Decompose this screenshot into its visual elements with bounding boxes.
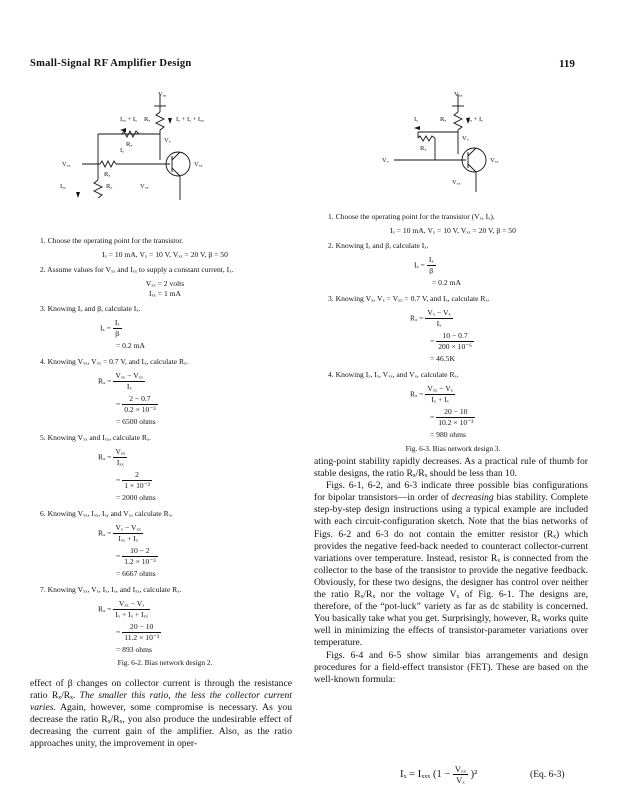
fig2-step-6-eq	[98, 523, 290, 544]
fig2-step-3-num: Iₓ	[114, 318, 120, 327]
fig2-step-5-den: Iₓₓ	[116, 458, 124, 467]
fig3-step-3-den: Iₓ	[436, 319, 442, 328]
fig2-step-5-num: Vₓₓ	[115, 447, 126, 456]
fig2-step-6-lhs: Rₓ =	[98, 528, 112, 538]
fig3-step-4-den2: 10.2 × 10⁻³	[438, 418, 474, 427]
fig3-label-ic: Iₓ + Iₓ	[468, 116, 484, 123]
fig3-step-4-eq	[410, 384, 578, 405]
fig3-step-4: 4. Knowing Iₓ, Iₓ, Vₓₓ, and Vₓ, calculate Rₓ.	[328, 370, 459, 379]
fig2-label-vbe: Vₓₓ	[140, 183, 149, 190]
fig3-step-2-eq	[414, 255, 578, 276]
fig2-step-5-num2: 2	[122, 470, 152, 481]
fig2-label-r: Rₓ	[106, 183, 113, 190]
fig3-step-3-eq2: = $\frac{10 - 0.7}{\text{200 × 10⁻⁶}}$	[430, 331, 472, 351]
fig2-step-5-lhs: Rₓ =	[98, 452, 112, 462]
fig2-step-6-eq2: = $\frac{10 - 2}{\text{1.2 × 10⁻³}}$	[116, 546, 156, 566]
fig3-step-3: 3. Knowing Vₓ, Vₓ = Vₓₓ = 0.7 V, and Iₓ, calculate Rₓ.	[328, 294, 490, 303]
fig3-step-2: 2. Knowing Iₓ and β, calculate Iₓ.	[328, 241, 429, 250]
eq-open: (1 −	[432, 768, 451, 780]
fig3-step-3-frac	[425, 308, 452, 329]
left-para-t3: Again, however, some compromise is necessary. As you decrease the ratio Rₓ/Rₓ, you also produce the undesirable effect of decreasing the current gain of the amplifier. Also, as the ratio approaches unity, the improvement in oper-	[30, 702, 292, 750]
fig2-step-6-den2: 1.2 × 10⁻³	[124, 557, 156, 566]
left-para-t1: effect of β changes on collector current is through the resistance ratio Rₓ/Rₓ.	[30, 678, 292, 702]
fig2-label-vc: Vₓ	[164, 137, 171, 144]
fig2-label-rb: Rₓ	[104, 171, 111, 178]
fig3-label-rc: Rₓ	[440, 116, 447, 123]
fig3-step-4-num2: 20 − 10	[436, 407, 475, 418]
fig3-label-rf: Rₓ	[420, 145, 427, 152]
fig2-step-4-eq2: = $\frac{2 - 0.7}{\text{0.2 × 10⁻³}}$	[116, 394, 156, 414]
fig2-step-7: 7. Knowing Vₓₓ, Vₓ, Iₓ, Iₓ, and Iₓₓ, calculate Rₓ.	[40, 585, 182, 594]
fig2-step-6-res: = 6667 ohms	[116, 569, 156, 578]
fig2-step-5-frac	[113, 447, 127, 468]
fig2-label-ibb2: Iₓₓ	[60, 183, 66, 190]
fig3-step-4-num: Vₓₓ − Vₓ	[427, 384, 453, 393]
fig2-step-4: 4. Knowing Vₓₓ, Vₓₓ = 0.7 V, and Iₓ, calculate Rₓ.	[40, 357, 189, 366]
fig2-step-4-frac2	[122, 394, 157, 415]
fig2-step-5-frac2	[122, 470, 152, 491]
fig2-step-7-frac	[113, 599, 150, 620]
fig2-step-3-lhs: Iₓ =	[100, 323, 111, 333]
fig2-step-1-eq: Iₓ = 10 mA, Vₓ = 10 V, Vₓₓ = 20 V, β = 50	[102, 250, 228, 259]
fig2-label-ic: Iₓ + Iₓ + Iₓₓ	[176, 116, 204, 123]
right-para-2b: decreasing	[451, 492, 494, 504]
fig3-step-3-num2: 10 − 0.7	[436, 331, 474, 342]
fig2-step-5-eq2: = $\frac{2}{\text{1 × 10⁻³}}$	[116, 470, 150, 490]
fig2-label-rc: Rₓ	[144, 116, 151, 123]
fig3-step-2-den: β	[429, 266, 434, 275]
right-para-2c: bias stability. Complete step-by-step design instructions using a typical example are included with each circuit-configuration sketch. Note that the bias networks of Figs. 6-2 and 6-3 do not contain the emitter resistor (Rₓ) which provides the negative feed-back needed to counteract collector-current variations over temperature. Instead, resistor Rₓ is connected from the collector to the base of the transistor to provide the negative feedback. Obviously, for these two designs, the designer has control over neither the ratio Rₓ/Rₓ nor the voltage Vₓ of Fig. 6-1. The designs are, therefore, of the “pot-luck” variety as far as dc stability is concerned. You basically take what you get. Surprisingly, however, Rₓ works quite well in minimizing the effects of transistor-parameter variations over temperature.	[314, 492, 588, 649]
fig2-step-6-den: Iₓₓ + Iₓ	[118, 534, 138, 543]
fig2-step-2-eq1: Vₓₓ = 2 volts	[145, 279, 185, 288]
fig2-step-3-frac	[113, 318, 122, 339]
fig2-circuit	[60, 88, 270, 208]
fig2-step-7-den: Iₓ + Iₓ + Iₓₓ	[115, 610, 148, 619]
equation-6-3	[400, 764, 477, 785]
fig2-step-3: 3. Knowing Iₓ and β, calculate Iₓ.	[40, 304, 141, 313]
fig2-step-5-eq	[98, 447, 290, 468]
right-para-2	[314, 480, 588, 649]
fig3-step-4-den: Iₓ + Iₓ	[431, 395, 449, 404]
eq-lhs: Iₓ = Iₓₓₓ	[400, 768, 431, 780]
eq-frac	[453, 764, 468, 785]
fig2-step-1: 1. Choose the operating point for the transistor.	[40, 236, 184, 245]
fig2-label-vbb: Vₓₓ	[62, 161, 71, 168]
left-para-t2: The smaller this ratio, the less the collector current varies.	[30, 690, 293, 714]
fig3-label-vce: Vₓₓ	[490, 157, 499, 164]
fig3-step-4-lhs: Rₓ =	[410, 389, 424, 399]
fig2-step-3-eq	[100, 318, 290, 339]
fig2-caption: Fig. 6-2. Bias network design 2.	[117, 658, 213, 667]
running-header: Small-Signal RF Amplifier Design	[30, 58, 192, 69]
fig2-step-5-den2: 1 × 10⁻³	[124, 481, 150, 490]
fig2-label-vcc: Vₐₐ	[158, 91, 167, 98]
fig2-step-4-den: Iₓ	[126, 382, 132, 391]
fig3-caption: Fig. 6-3. Bias network design 3.	[405, 444, 501, 453]
fig2-step-4-res: = 6500 ohms	[116, 417, 156, 426]
fig3-step-4-frac	[425, 384, 455, 405]
fig2-step-6-num: Vₓ − Vₓₓ	[115, 523, 141, 532]
fig3-step-3-eq	[410, 308, 578, 329]
fig2-label-ib: Iₓ	[120, 147, 125, 154]
fig3-circuit	[360, 88, 500, 198]
fig2-step-6-num2: 10 − 2	[122, 546, 157, 557]
fig3-step-2-frac	[427, 255, 436, 276]
fig2-step-4-num: Vₓₓ − Vₓₓ	[115, 371, 144, 380]
eq-num: Vₓₓ	[454, 764, 466, 774]
fig2-step-4-frac	[113, 371, 145, 392]
fig3-step-3-num: Vₓ − Vₓ	[427, 308, 451, 317]
fig3-label-vb: Vₓ	[382, 157, 389, 164]
fig3-step-1-eq: Iₓ = 10 mA, Vₓ = 10 V, Vₓₓ = 20 V, β = 50	[390, 226, 516, 235]
fig2-steps	[40, 236, 290, 668]
fig3-step-3-lhs: Rₓ =	[410, 313, 424, 323]
fig2-step-6-frac2	[122, 546, 157, 567]
right-para-2a: Figs. 6-1, 6-2, and 6-3 indicate three possible bias configurations for bipolar transistors—in order of	[314, 480, 588, 504]
fig3-step-4-eq2: = $\frac{20 - 10}{\text{10.2 × 10⁻³}}$	[430, 407, 474, 427]
fig2-step-4-lhs: Rₓ =	[98, 376, 112, 386]
right-para-1: ating-point stability rapidly decreases. As a practical rule of thumb for stable designs, the ratio Rₓ/Rₓ should be less than 10.	[314, 456, 588, 480]
fig3-label-ib: Iₓ	[414, 116, 419, 123]
fig3-label-vbe: Vₓₓ	[452, 179, 461, 186]
fig3-step-3-frac2	[436, 331, 474, 352]
fig2-label-rf: Rₓ	[126, 141, 133, 148]
fig3-step-3-den2: 200 × 10⁻⁶	[438, 342, 472, 351]
fig3-step-2-res: = 0.2 mA	[432, 278, 461, 287]
fig2-step-7-res: = 893 ohms	[116, 645, 152, 654]
fig2-step-7-den2: 11.2 × 10⁻³	[124, 633, 160, 642]
fig3-label-vcc: Vₓₓ	[454, 91, 463, 98]
fig3-steps	[328, 212, 578, 454]
fig2-step-4-eq	[98, 371, 290, 392]
fig3-step-2-lhs: Iₓ =	[414, 260, 425, 270]
fig2-step-7-eq2: = $\frac{20 - 10}{\text{11.2 × 10⁻³}}$	[116, 622, 160, 642]
fig2-label-vce: Vₓₓ	[194, 161, 203, 168]
fig3-step-2-num: Iₓ	[428, 255, 434, 264]
fig2-step-4-num2: 2 − 0.7	[122, 394, 157, 405]
eq-den: Vₓ	[456, 775, 465, 785]
fig3-step-3-res: = 46.5K	[430, 354, 455, 363]
fig2-step-5: 5. Knowing Vₓₓ and Iₓₓ, calculate Rₓ.	[40, 433, 152, 442]
right-body	[314, 456, 588, 686]
fig2-step-7-lhs: Rₓ =	[98, 604, 112, 614]
fig2-step-2-eq2: Iₓₓ = 1 mA	[148, 289, 182, 298]
fig2-step-2: 2. Assume values for Vₓₓ and Iₓₓ to supply a constant current, Iₓ.	[40, 265, 234, 274]
fig3-step-1: 1. Choose the operating point for the transistor (Vₓ, Iₓ).	[328, 212, 495, 221]
fig2-step-7-frac2	[122, 622, 161, 643]
right-para-3: Figs. 6-4 and 6-5 show similar bias arrangements and design procedures for a field-effect transistor (FET). These are based on the well-known formula:	[314, 649, 588, 685]
fig2-step-4-den2: 0.2 × 10⁻³	[124, 405, 156, 414]
fig2-step-7-eq	[98, 599, 290, 620]
fig2-step-3-res: = 0.2 mA	[116, 341, 145, 350]
fig2-step-7-num: Vₓₓ − Vₓ	[113, 599, 150, 610]
fig2-step-6: 6. Knowing Vₓₓ, Iₓₓ, Iₓ, and Vₓ, calculate Rₓ.	[40, 509, 173, 518]
fig2-step-5-res: = 2000 ohms	[116, 493, 156, 502]
eq-close: )²	[470, 768, 478, 780]
fig2-step-3-den: β	[115, 329, 120, 338]
fig2-label-ibb: Iₓₓ + Iₓ	[120, 116, 137, 123]
page-number: 119	[559, 58, 575, 70]
fig2-step-7-num2: 20 − 10	[122, 622, 161, 633]
fig3-step-4-res: = 980 ohms	[430, 430, 466, 439]
equation-label: (Eq. 6-3)	[530, 769, 565, 780]
fig3-step-4-frac2	[436, 407, 475, 428]
left-paragraph	[30, 678, 292, 751]
fig2-step-6-frac	[113, 523, 143, 544]
fig3-label-vc: Vₓ	[462, 135, 469, 142]
